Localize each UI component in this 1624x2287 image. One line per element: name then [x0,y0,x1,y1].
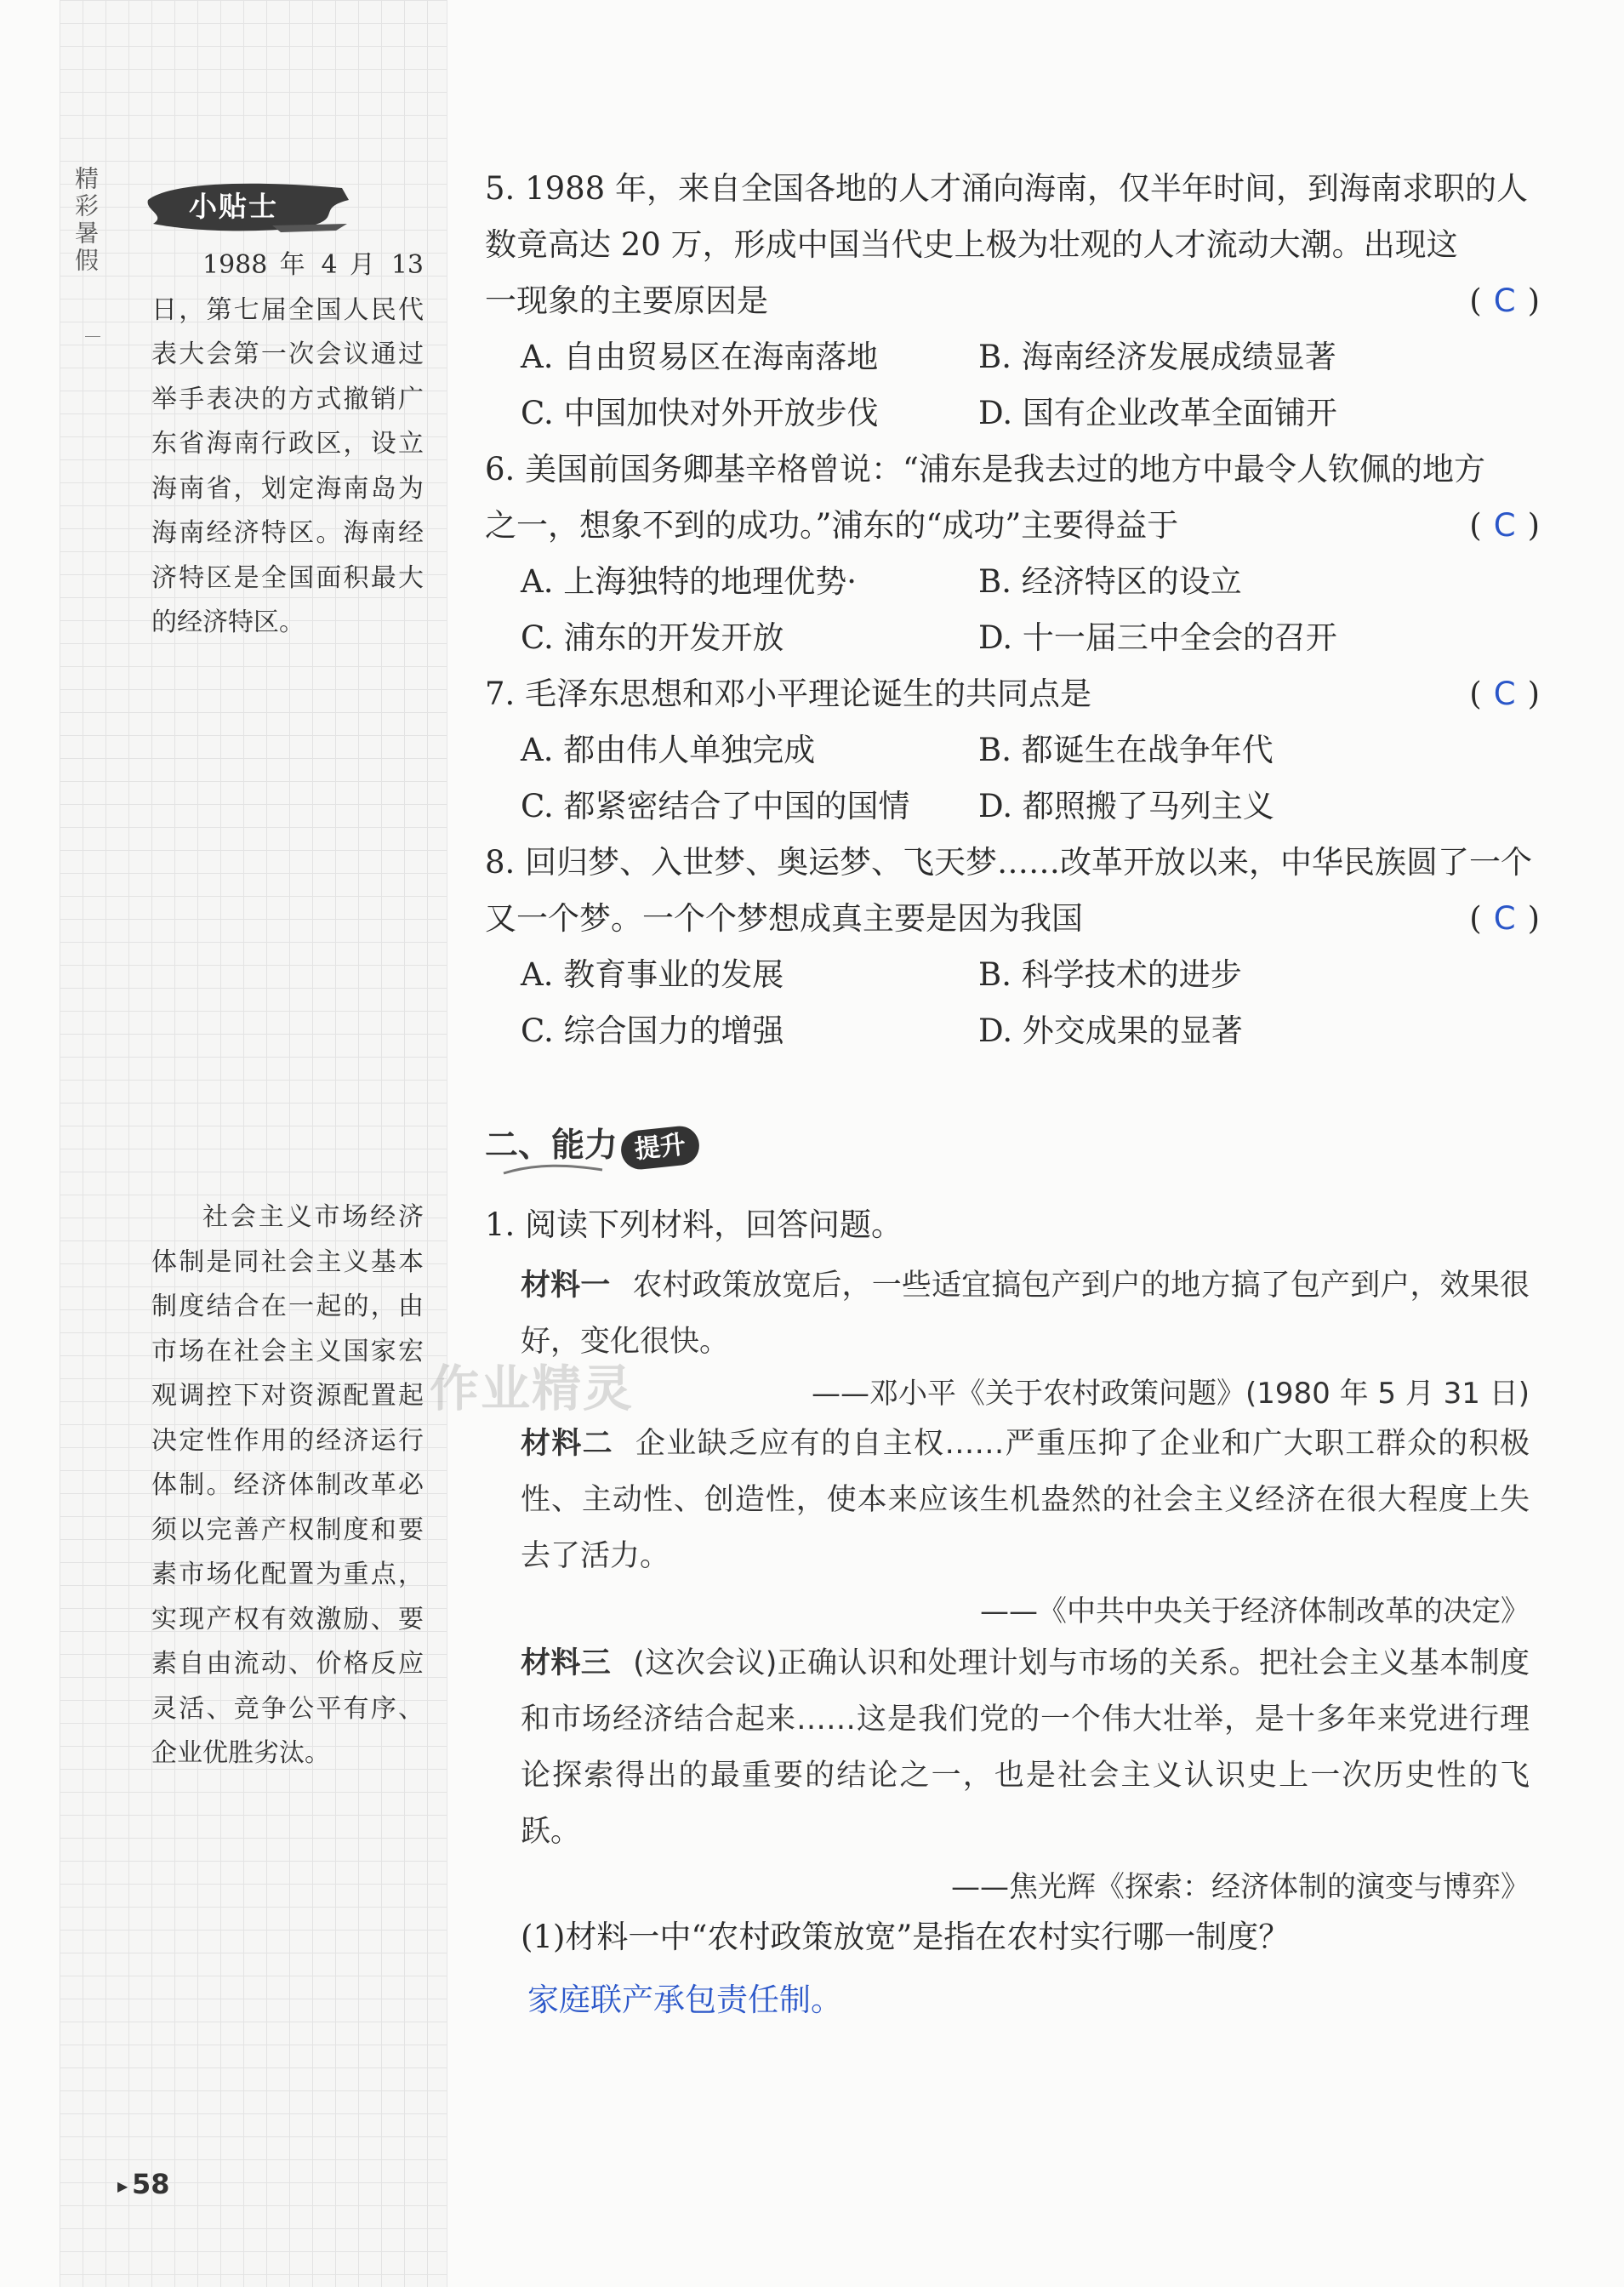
watermark: 作业精灵 [430,1360,635,1417]
material-1 [521,1258,1530,1370]
q5-option-b: B. 海南经济发展成绩显著 [978,339,1336,375]
section-badge: 提升 [619,1124,701,1171]
q7-option-c: C. 都紧密结合了中国的国情 [521,788,910,824]
section-title [485,1119,699,1167]
page-number: 58 [132,2168,170,2200]
material-3-label: 材料三 [521,1645,612,1680]
section-title-text: 二、能力 [485,1126,618,1165]
material-2-label: 材料二 [521,1426,613,1461]
tip-badge [145,174,353,236]
q8-answer: C [1493,900,1516,937]
material-1-source: ——邓小平《关于农村政策问题》(1980 年 5 月 31 日) [812,1377,1530,1411]
q8-option-d: D. 外交成果的显著 [978,1012,1243,1049]
q5-answer: C [1493,282,1516,319]
tip-badge-label: 小贴士 [189,190,278,223]
q6-option-b: B. 经济特区的设立 [978,563,1242,600]
tip-text: 1988 年 4 月 13 日，第七届全国人民代表大会第一次会议通过举手表决的方式撤销广东省海南行政区，设立海南省，划定海南岛为海南经济特区。海南经济特区是全国面积最大的经济特区。 [151,250,424,637]
q8-option-a: A. 教育事业的发展 [521,956,784,993]
q5-stem-line-2: 数竟高达 20 万，形成中国当代史上极为壮观的人才流动大潮。出现这 [485,226,1458,263]
vertical-tab-underline [85,336,100,337]
q6-option-d: D. 十一届三中全会的召开 [978,619,1337,656]
q7-stem-line-1: 7. 毛泽东思想和邓小平理论诞生的共同点是 [485,676,1092,712]
sub-answer-1: 家庭联产承包责任制。 [527,1982,842,2018]
q5-stem-line-1: 5. 1988 年，来自全国各地的人才涌向海南，仅半年时间，到海南求职的人 [485,170,1528,207]
q8-stem-line-2: 又一个梦。一个个梦想成真主要是因为我国 [485,900,1083,937]
material-2-source: ——《中共中央关于经济体制改革的决定》 [980,1594,1530,1628]
q6-stem-line-1: 6. 美国前国务卿基辛格曾说：“浦东是我去过的地方中最令人钦佩的地方 [485,451,1485,488]
q8-answer-bracket: ( C ) [1469,900,1540,937]
q7-answer-bracket: ( C ) [1469,676,1540,712]
q1-stem: 1. 阅读下列材料，回答问题。 [485,1206,903,1243]
q8-option-c: C. 综合国力的增强 [521,1012,784,1049]
q7-option-a: A. 都由伟人单独完成 [521,732,816,768]
q7-option-d: D. 都照搬了马列主义 [978,788,1274,824]
q6-option-c: C. 浦东的开发开放 [521,619,784,656]
q7-option-b: B. 都诞生在战争年代 [978,732,1274,768]
q5-option-a: A. 自由贸易区在海南落地 [521,339,879,375]
q6-answer-bracket: ( C ) [1469,507,1540,544]
q5-option-c: C. 中国加快对外开放步伐 [521,395,879,431]
note-text: 社会主义市场经济体制是同社会主义基本制度结合在一起的，由市场在社会主义国家宏观调控下对资源配置起决定性作用的经济运行体制。经济体制改革必须以完善产权制度和要素市场化配置为重点，实现产权有效激励、要素自由流动、价格反应灵活、竞争公平有序、企业优胜劣汰。 [151,1202,424,1768]
material-3-source: ——焦光辉《探索：经济体制的演变与博弈》 [951,1870,1530,1904]
material-2 [521,1416,1530,1584]
q7-answer: C [1493,676,1516,712]
swoosh-icon [502,1161,604,1178]
material-1-label: 材料一 [521,1268,611,1303]
vertical-tab-label: 精彩暑假 [71,166,100,275]
sub-question-1: (1)材料一中“农村政策放宽”是指在农村实行哪一制度？ [521,1919,1291,1955]
q6-answer: C [1493,507,1516,544]
material-1-text: 农村政策放宽后，一些适宜搞包产到户的地方搞了包产到户，效果很好，变化很快。 [521,1269,1530,1359]
q8-stem-line-1: 8. 回归梦、入世梦、奥运梦、飞天梦……改革开放以来，中华民族圆了一个 [485,844,1533,881]
q6-option-a: A. 上海独特的地理优势· [521,563,858,600]
page-arrow-icon: ▶ [117,2178,128,2194]
material-2-text: 企业缺乏应有的自主权……严重压抑了企业和广大职工群众的积极性、主动性、创造性，使本来应该生机盎然的社会主义经济在很大程度上失去了活力。 [521,1427,1530,1573]
material-3-text: (这次会议)正确认识和处理计划与市场的关系。把社会主义基本制度和市场经济结合起来……这是我们党的一个伟大壮举，是十多年来党进行理论探索得出的最重要的结论之一，也是社会主义认识史上一次历史性的飞跃。 [521,1646,1530,1849]
q8-option-b: B. 科学技术的进步 [978,956,1242,993]
q5-answer-bracket: ( C ) [1469,282,1540,319]
material-3 [521,1635,1530,1860]
q5-stem-line-3: 一现象的主要原因是 [485,282,768,319]
q6-stem-line-2: 之一，想象不到的成功。”浦东的“成功”主要得益于 [485,507,1179,544]
q5-option-d: D. 国有企业改革全面铺开 [978,395,1337,431]
